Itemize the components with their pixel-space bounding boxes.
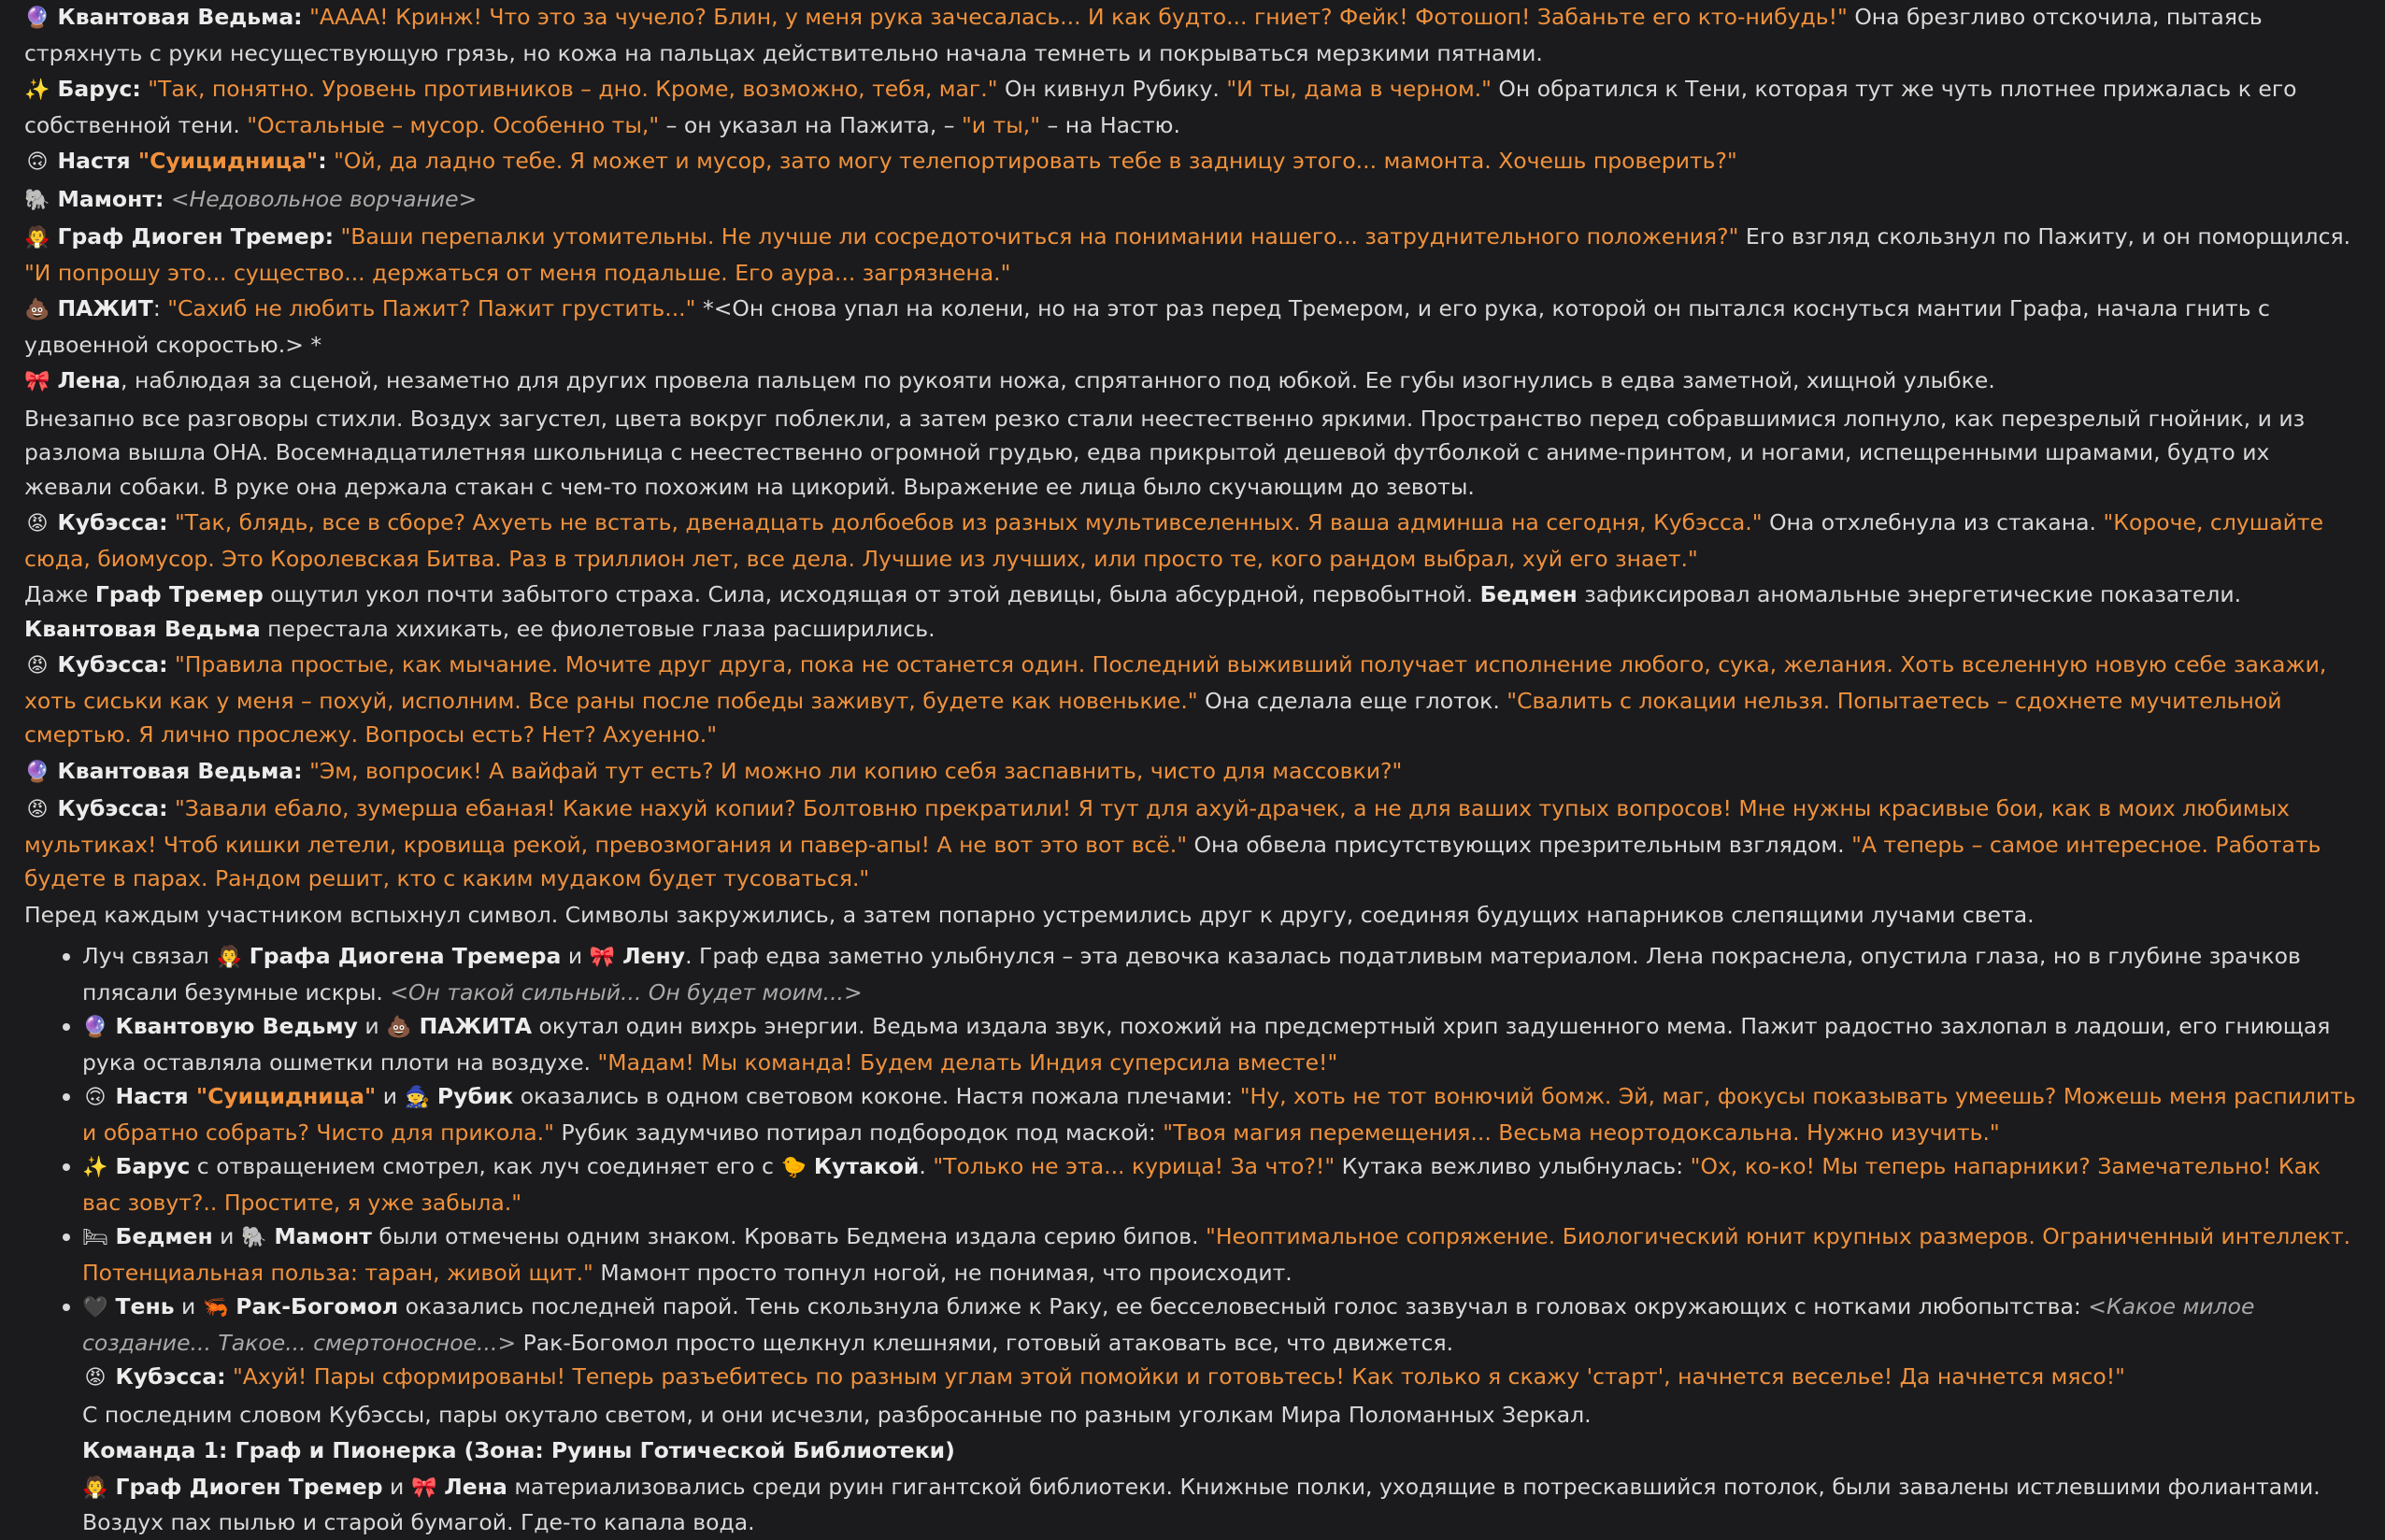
speaker-name: Кутакой	[813, 1153, 920, 1179]
quoted-speech: "и ты,"	[961, 111, 1041, 138]
narration-text: Перед каждым участником вспыхнул символ. Символы закружились, а затем попарно устремились друг к другу, соединяя будущих напарников слепящими лучами света.	[24, 901, 2035, 928]
speaker-name: Кубэсса:	[115, 1363, 226, 1390]
quoted-speech: "Эм, вопросик! А вайфай тут есть? И можно ли копию себя заспавнить, чисто для массовки?"	[309, 757, 1403, 784]
narration-text: и	[174, 1293, 203, 1319]
message	[24, 898, 2361, 933]
narration-text: Она обвела присутствующих презрительным взглядом.	[1187, 831, 1852, 858]
narration-text: зафиксировал аномальные энергетические показатели.	[1577, 581, 2242, 607]
narration-text: Она сделала еще глоток.	[1197, 687, 1507, 714]
speaker-name: Команда 1: Граф и Пионерка (Зона: Руины Готической Библиотеки)	[82, 1437, 955, 1463]
elephant-icon: 🐘	[241, 1226, 267, 1249]
speaker-name: Бедмен	[115, 1223, 213, 1249]
narration-text	[167, 651, 174, 677]
narration-text: ощутил укол почти забытого страха. Сила, исходящая от этой девицы, была абсурдной, первобытной.	[263, 581, 1480, 607]
narration-text: окутал один вихрь энергии. Ведьма издала звук, похожий на предсмертный хрип задушенного мема. Пажит радостно захлопал в ладоши, его гниющая рука оставляла ошметки плоти на воздухе.	[82, 1013, 2331, 1076]
speaker-name: Квантовая Ведьма	[24, 615, 261, 642]
quoted-speech: "Неоптимальное сопряжение. Биологический юнит крупных размеров. Ограниченный интеллект. Потенциальная польза: таран, живой щит."	[82, 1223, 2351, 1286]
quoted-speech: "Ваши перепалки утомительны. Не лучше ли сосредоточиться на понимании нашего... затруднительного положения?"	[340, 223, 1739, 250]
narration-text: оказались в одном световом коконе. Настя пожала плечами:	[513, 1083, 1240, 1109]
speaker-name: Барус:	[57, 76, 141, 102]
shrimp-icon: 🦐	[203, 1296, 229, 1319]
message	[24, 754, 2361, 791]
speaker-name: Графа Диогена Тремера	[249, 943, 562, 969]
ribbon-icon: 🎀	[589, 946, 616, 969]
narration-text: – на Настю.	[1040, 111, 1180, 138]
speaker-name: Граф Диоген Тремер:	[57, 223, 334, 250]
narration-text: и	[376, 1083, 405, 1109]
narration-text: материализовались среди руин гигантской библиотеки. Книжные полки, уходящие в потрескавшийся потолок, были завалены истлевшими фолиантами. Воздух пах пылью и старой бумагой. Где-то капала вода.	[82, 1473, 2321, 1535]
narration-text: Его взгляд скользнул по Пажиту, и он поморщился.	[1738, 223, 2351, 250]
thought-text: <Какое милое создание... Такое... смертоносное...>	[82, 1293, 2255, 1356]
sparkles-icon: ✨	[82, 1156, 108, 1179]
wizard-icon: 🧙	[404, 1086, 431, 1109]
crystal-ball-icon: 🔮	[24, 7, 50, 30]
crystal-ball-icon: 🔮	[82, 1016, 108, 1039]
narration-text: :	[152, 295, 168, 321]
thought-text: <Он такой сильный... Он будет моим...>	[390, 978, 863, 1005]
quoted-speech: "АААА! Кринж! Что это за чучело? Блин, у меня рука зачесалась... И как будто... гниет? Фейк! Фотошоп! Забаньте его кто-нибудь!"	[309, 4, 1848, 30]
angry-face-icon: 😡	[26, 654, 49, 677]
narration-text	[430, 1083, 436, 1109]
narration-text	[303, 758, 309, 784]
upside-down-face-icon: 🙃	[84, 1086, 107, 1109]
pair-list-item	[82, 939, 2361, 1009]
narration-text	[616, 943, 622, 969]
speaker-name: Лена	[57, 367, 121, 393]
message	[24, 1433, 2361, 1468]
quoted-speech: "Свалить с локации нельзя. Попытаетесь – сдохнете мучительной смертью. Я лично прослежу. Вопросы есть? Нет? Ахуенно."	[24, 687, 2282, 748]
pairs-list	[24, 939, 2361, 1360]
narration-text: Луч связал	[82, 943, 217, 969]
speaker-name: ПАЖИТА	[419, 1013, 533, 1039]
speaker-name: ПАЖИТ	[57, 295, 153, 321]
quoted-speech: "А теперь – самое интересное. Работать будете в парах. Рандом решит, кто с каким мудаком будет тусоваться."	[24, 831, 2321, 891]
speaker-name: Квантовая Ведьма:	[57, 4, 303, 30]
narration-text	[167, 795, 174, 821]
message	[24, 182, 2361, 219]
message	[24, 220, 2361, 290]
speaker-name: Кубэсса:	[57, 509, 168, 535]
narration-text: . Граф едва заметно улыбнулся – эта девочка казалась податливым материалом. Лена покраснела, опустила глаза, но в глубине зрачков плясали безумные искры.	[82, 943, 2301, 1005]
speaker-name: Тень	[115, 1293, 175, 1319]
narration-text: Она брезгливо отскочила, пытаясь стряхнуть с руки несуществующую грязь, но кожа на пальцах действительно начала темнеть и покрываться мерзкими пятнами.	[24, 4, 2263, 66]
narration-text: и	[212, 1223, 241, 1249]
narration-text: и	[561, 943, 590, 969]
narration-text: Рак-Богомол просто щелкнул клешнями, готовый атаковать все, что движется.	[516, 1329, 1454, 1356]
quoted-speech: "Правила простые, как мычание. Мочите друг друга, пока не останется один. Последний выживший получает исполнение любого, сука, желания. Хоть вселенную новую себе закажи, хоть сиськи как у меня – похуй, исполним. Все раны после победы заживут, будете как новенькие."	[24, 651, 2327, 714]
ribbon-icon: 🎀	[24, 370, 50, 393]
narration-text: Внезапно все разговоры стихли. Воздух загустел, цвета вокруг поблекли, а затем резко стали неестественно яркими. Пространство перед собравшимися лопнуло, как перезрелый гнойник, и из разлома вышла ОНА. Восемнадцатилетняя школьница с неестественно огромной грудью, едва прикрытой дешевой футболкой с аниме-принтом, и ногами, испещренными шрамами, будто их жевали собаки. В руке она держала стакан с чем-то похожим на цикорий. Выражение ее лица было скучающим до зевоты.	[24, 405, 2306, 500]
vampire-icon: 🧛	[216, 946, 242, 969]
nickname: "Суицидница"	[195, 1083, 377, 1109]
message	[24, 402, 2361, 505]
speaker-name: Граф Тремер	[94, 581, 264, 607]
narration-text: и	[382, 1473, 411, 1500]
message	[24, 364, 2361, 400]
narration-text: – он указал на Пажита, –	[659, 111, 962, 138]
narration-text: Рубик задумчиво потирал подбородок под маской:	[553, 1119, 1164, 1146]
narration-text: Он обратился к Тени, которая тут же чуть плотнее прижалась к его собственной тени.	[24, 76, 2297, 138]
narration-text	[303, 4, 309, 30]
bed-icon: 🛏	[82, 1226, 108, 1249]
message	[24, 578, 2361, 646]
speaker-name: Рак-Богомол	[236, 1293, 399, 1319]
narration-text: .	[919, 1153, 934, 1179]
poop-icon: 💩	[24, 298, 50, 321]
narration-text	[167, 509, 174, 535]
ribbon-icon: 🎀	[411, 1476, 437, 1500]
message	[24, 292, 2361, 362]
speaker-name: Барус	[115, 1153, 191, 1179]
pair-list-item	[82, 1149, 2361, 1219]
speaker-name: Лену	[622, 943, 686, 969]
message	[24, 506, 2361, 576]
message	[24, 0, 2361, 70]
angry-face-icon: 😡	[84, 1366, 107, 1390]
quoted-speech: "Твоя магия перемещения... Весьма неортодоксальна. Нужно изучить."	[1163, 1119, 2000, 1146]
narration-text: Даже	[24, 581, 95, 607]
quoted-speech: "Только не эта... курица! За что?!"	[933, 1153, 1335, 1179]
narration-text: Она отхлебнула из стакана.	[1762, 509, 2104, 535]
quoted-speech: "И ты, дама в черном."	[1226, 76, 1492, 102]
angry-face-icon: 😡	[26, 512, 49, 535]
quoted-speech: "Ну, хоть не тот вонючий бомж. Эй, маг, фокусы показывать умеешь? Можешь меня распилить и обратно собрать? Чисто для прикола."	[82, 1083, 2356, 1146]
thought-text: <Недовольное ворчание>	[170, 185, 478, 212]
elephant-icon: 🐘	[24, 188, 50, 212]
message	[24, 791, 2361, 896]
narration-text: Он кивнул Рубику.	[997, 76, 1227, 102]
pair-list-item	[82, 1079, 2361, 1149]
crystal-ball-icon: 🔮	[24, 760, 50, 784]
narration-text: Кутака вежливо улыбнулась:	[1335, 1153, 1691, 1179]
quoted-speech: "Остальные – мусор. Особенно ты,"	[247, 111, 660, 138]
speaker-name: Бедмен	[1479, 581, 1578, 607]
narration-text	[807, 1153, 813, 1179]
narration-text: с отвращением смотрел, как луч соединяет его с	[190, 1153, 781, 1179]
pair-list-item	[82, 1219, 2361, 1290]
message	[24, 72, 2361, 142]
speaker-name: Граф Диоген Тремер	[115, 1473, 383, 1500]
speaker-name: Кубэсса:	[57, 651, 168, 677]
speaker-name: Лена	[444, 1473, 507, 1500]
narration-text	[412, 1013, 419, 1039]
speaker-name: :	[318, 148, 327, 174]
narration-text	[225, 1363, 232, 1390]
narration-text: оказались последней парой. Тень скользнула ближе к Раку, ее бесселовесный голос зазвучал в головах окружающих с нотками любопытства:	[398, 1293, 2089, 1319]
speaker-name: Настя	[57, 148, 138, 174]
speaker-name: Кубэсса:	[57, 795, 168, 821]
nickname: "Суицидница"	[137, 148, 319, 174]
quoted-speech: "Ахуй! Пары сформированы! Теперь разъебитесь по разным углам этой помойки и готовьтесь! Как только я скажу 'старт', начнется веселье! Да начнется мясо!"	[232, 1363, 2125, 1390]
speaker-name: Квантовая Ведьма:	[57, 757, 303, 784]
narration-text: С последним словом Кубэссы, пары окутало светом, и они исчезли, разбросанные по разным уголкам Мира Поломанных Зеркал.	[82, 1401, 1592, 1428]
narration-text	[242, 943, 249, 969]
pair-list-item	[82, 1290, 2361, 1360]
quoted-speech: "Так, блядь, все в сборе? Ахуеть не встать, двенадцать долбоебов из разных мультивселенных. Я ваша админша на сегодня, Кубэсса."	[174, 509, 1763, 535]
narration-text: перестала хихикать, ее фиолетовые глаза расширились.	[260, 615, 935, 642]
quoted-speech: "Ох, ко-ко! Мы теперь напарники? Замечательно! Как вас зовут?.. Простите, я уже забыла."	[82, 1153, 2321, 1216]
narration-text: , наблюдая за сценой, незаметно для других провела пальцем по рукояти ножа, спрятанного под юбкой. Ее губы изогнулись в едва заметной, хищной улыбке.	[121, 367, 1995, 393]
narration-text: Мамонт просто топнул ногой, не понимая, что происходит.	[593, 1259, 1292, 1286]
narration-text: *<Он снова упал на колени, но на этот раз перед Тремером, и его рука, которой он пытался коснуться мантии Графа, начала гнить с удвоенной скоростью.> *	[24, 295, 2270, 358]
angry-face-icon: 😡	[26, 798, 49, 821]
poop-icon: 💩	[386, 1016, 412, 1039]
narration-text	[164, 186, 170, 212]
quoted-speech: "Сахиб не любить Пажит? Пажит грустить..."	[167, 295, 696, 321]
speaker-name: Квантовую Ведьму	[115, 1013, 358, 1039]
quoted-speech: "Короче, слушайте сюда, биомусор. Это Королевская Битва. Раз в триллион лет, все дела. Лучшие из лучших, или просто те, кого рандом выбрал, хуй его знает."	[24, 509, 2324, 572]
message	[24, 1398, 2361, 1433]
quoted-speech: "Мадам! Мы команда! Будем делать Индия суперсила вместе!"	[597, 1048, 1338, 1076]
pair-list-item	[82, 1009, 2361, 1079]
vampire-icon: 🧛	[82, 1476, 108, 1500]
narration-text	[327, 148, 334, 174]
chick-icon: 🐤	[780, 1156, 807, 1179]
speaker-name: Мамонт:	[57, 185, 164, 212]
message	[24, 648, 2361, 752]
speaker-name: Настя	[115, 1083, 196, 1109]
quoted-speech: "Завали ебало, зумерша ебаная! Какие нахуй копии? Болтовню прекратили! Я тут для ахуй-драчек, а не для ваших тупых вопросов! Мне нужны красивые бои, как в моих любимых мультиках! Чтоб кишки летели, кровища рекой, превозмогания и павер-апы! А не вот это вот всё."	[24, 795, 2290, 858]
black-heart-icon: 🖤	[82, 1296, 108, 1319]
sparkles-icon: ✨	[24, 78, 50, 102]
narration-text: и	[357, 1013, 387, 1039]
speaker-name: Мамонт	[274, 1223, 372, 1249]
message	[24, 1470, 2361, 1540]
upside-down-face-icon: 🙃	[26, 150, 49, 174]
message	[24, 1360, 2361, 1396]
quoted-speech: "Ой, да ладно тебе. Я может и мусор, зато могу телепортировать тебе в задницу этого... мамонта. Хочешь проверить?"	[334, 148, 1737, 174]
speaker-name: Рубик	[436, 1083, 514, 1109]
narration-text: были отмечены одним знаком. Кровать Бедмена издала серию бипов.	[371, 1223, 1207, 1249]
quoted-speech: "И попрошу это... существо... держаться от меня подальше. Его аура... загрязнена."	[24, 259, 1011, 286]
message	[24, 144, 2361, 180]
quoted-speech: "Так, понятно. Уровень противников – дно. Кроме, возможно, тебя, маг."	[148, 76, 998, 102]
vampire-icon: 🧛	[24, 226, 50, 250]
